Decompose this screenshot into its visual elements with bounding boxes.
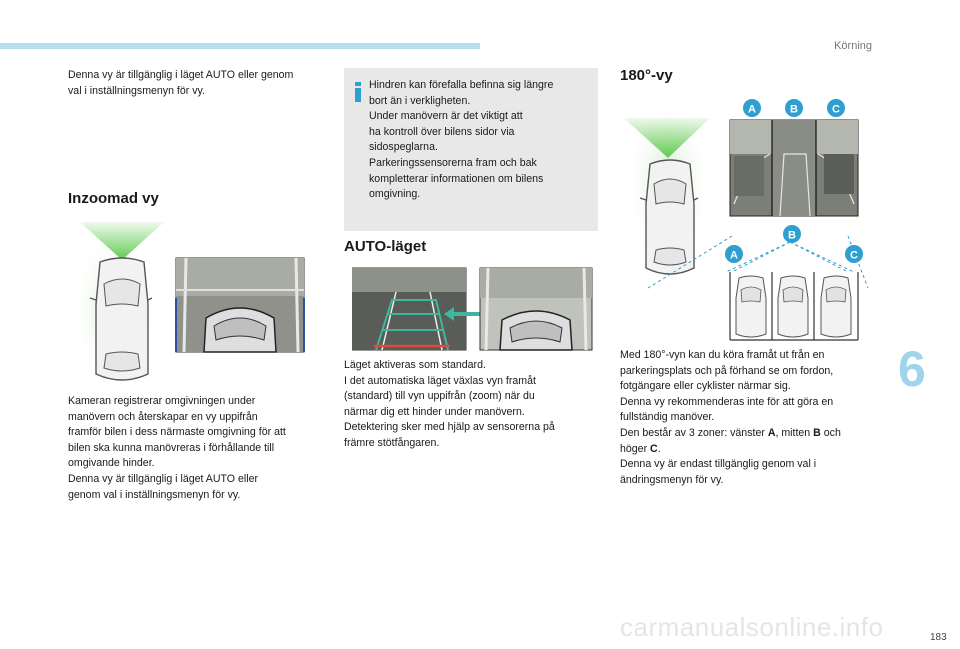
heading-auto-mode: AUTO-läget xyxy=(344,238,427,255)
zones-line-2: höger C. xyxy=(620,442,661,455)
heading-zoom-view: Inzoomad vy xyxy=(68,190,159,207)
zone-label-top-c xyxy=(827,99,845,117)
zone-label-bottom-c xyxy=(845,245,863,263)
180-view-illustration xyxy=(614,94,874,344)
info-text: Hindren kan förefalla befinna sig längre bort än i verkligheten. Under manövern är det viktigt att ha kontroll över bilens sidor via sidospeglarna. Parkeringssensorerna fram och bak kompletterar informationen om bilens omgivning. xyxy=(369,79,554,201)
zoom-camera-screen xyxy=(176,258,304,352)
intro-paragraph: Denna vy är tillgänglig i läget AUTO eller genom val i inställningsmenyn för vy. xyxy=(68,69,294,97)
top-accent-bar xyxy=(0,43,480,49)
zoom-view-illustration xyxy=(80,218,310,388)
front-camera-screen xyxy=(352,268,466,350)
zone-label-top-a xyxy=(743,99,761,117)
info-icon xyxy=(350,82,366,102)
180-view-description: Med 180°-vyn kan du köra framåt ut från en parkeringsplats och på förhand se om fordon, fotgängare eller cyklister närmar sig. Denna vy rekommenderas inte för att göra en fullständig manöver. Den består av 3 zoner: vänster A, mitten B och höger C. Denna vy är endast tillgänglig genom val i ändringsmenyn för vy. xyxy=(620,348,890,488)
svg-text:A: A xyxy=(748,103,756,116)
info-box xyxy=(344,68,598,231)
parked-cars xyxy=(730,272,858,340)
section-title: Körning xyxy=(834,40,872,52)
zone-label-top-b xyxy=(785,99,803,117)
car-top-icon-180 xyxy=(640,160,698,274)
zone-label-bottom-b xyxy=(783,225,801,243)
auto-mode-illustration xyxy=(352,266,594,352)
zones-line: Den består av 3 zoner: vänster A, mitten B och xyxy=(620,426,841,439)
watermark-text: carmanualsonline.info xyxy=(620,612,884,642)
svg-text:B: B xyxy=(788,229,796,242)
zoom-view-description: Kameran registrerar omgivningen under manövern och återskapar en vy uppifrån framför bilen i dess närmaste omgivning för att bilen ska kunna manövreras i förhållande till omgivande hinder. Denna vy är tillgänglig i läget AUTO eller genom val i inställningsmenyn för vy. xyxy=(68,395,286,501)
svg-text:C: C xyxy=(850,249,858,262)
chapter-number: 6 xyxy=(898,341,926,397)
svg-text:B: B xyxy=(790,103,798,116)
zoom-camera-screen-auto xyxy=(480,268,592,350)
page-number: 183 xyxy=(930,632,947,643)
car-top-icon xyxy=(90,258,152,380)
svg-text:C: C xyxy=(832,103,840,116)
heading-180-view: 180°-vy xyxy=(620,67,673,84)
180-camera-screen xyxy=(730,120,858,216)
zone-label-bottom-a xyxy=(725,245,743,263)
svg-text:A: A xyxy=(730,249,738,262)
auto-mode-description: Läget aktiveras som standard. I det automatiska läget växlas vyn framåt (standard) till vyn uppifrån (zoom) när du närmar dig ett hinder under manövern. Detektering sker med hjälp av sensorerna på främre stötfångaren. xyxy=(344,359,555,449)
